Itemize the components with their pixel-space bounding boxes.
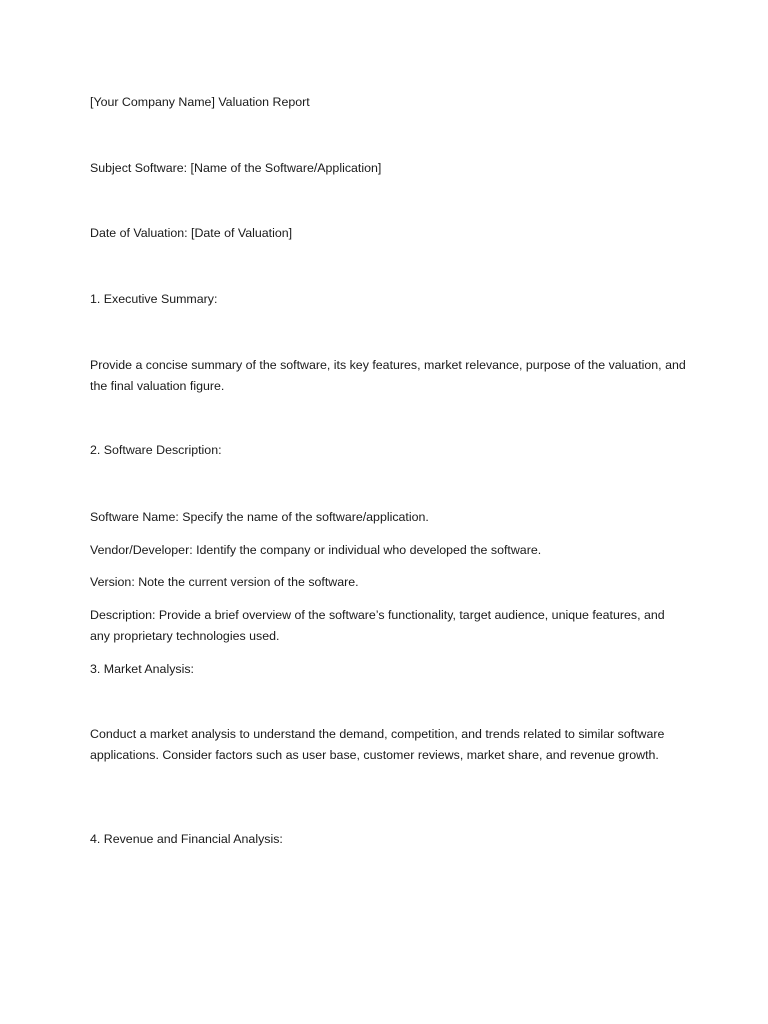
executive-summary-heading: 1. Executive Summary: [90,292,218,306]
market-analysis-paragraph: Conduct a market analysis to understand the demand, competition, and trends related to similar software applications. Consider factors such as user base, customer reviews, market share, and revenue growth. [90,727,665,762]
description-paragraph: Description: Provide a brief overview of the software’s functionality, target audience, unique features, and any proprietary technologies used. [90,608,665,643]
software-name-line: Software Name: Specify the name of the software/application. [90,510,429,524]
version-line: Version: Note the current version of the software. [90,575,359,589]
date-of-valuation-line: Date of Valuation: [Date of Valuation] [90,226,293,240]
subject-software-line: Subject Software: [Name of the Software/Application] [90,161,382,175]
vendor-developer-line: Vendor/Developer: Identify the company or individual who developed the software. [90,543,542,557]
revenue-financial-analysis-heading: 4. Revenue and Financial Analysis: [90,832,283,846]
report-title: [Your Company Name] Valuation Report [90,95,310,109]
software-description-heading: 2. Software Description: [90,443,222,457]
market-analysis-heading: 3. Market Analysis: [90,662,194,676]
executive-summary-paragraph: Provide a concise summary of the software, its key features, market relevance, purpose of the valuation, and the final valuation figure. [90,358,686,393]
